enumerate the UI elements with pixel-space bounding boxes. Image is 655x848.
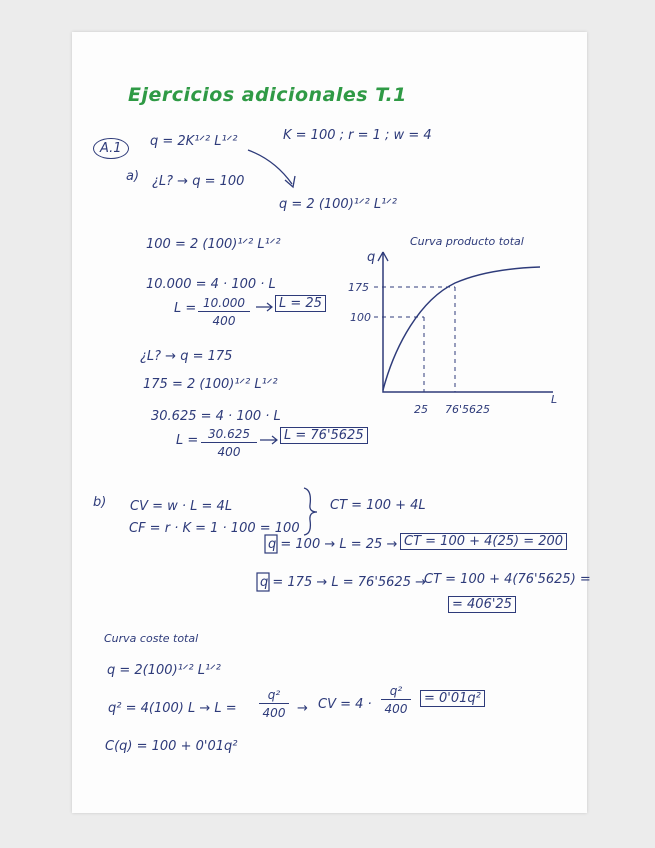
production-function: q = 2K¹ᐟ² L¹ᐟ²	[150, 134, 238, 149]
total-product-curve	[383, 267, 540, 390]
brace	[304, 488, 317, 535]
step-5: 30.625 = 4 · 100 · L	[151, 409, 281, 424]
fixed-cost: CF = r · K = 1 · 100 = 100	[129, 521, 300, 536]
page-title: Ejercicios adicionales T.1	[128, 84, 407, 106]
result-l765625: L = 76'5625	[280, 427, 368, 444]
fraction-numerator: q²	[381, 684, 411, 700]
variable-cost: CV = w · L = 4L	[130, 499, 233, 514]
cost-function: C(q) = 100 + 0'01q²	[105, 739, 238, 754]
y-tick-175: 175	[348, 281, 369, 294]
fraction-denominator: 400	[217, 445, 241, 459]
case-2-result: = 406'25	[448, 596, 516, 613]
fraction-denominator: 400	[262, 706, 286, 720]
curved-arrow	[248, 150, 292, 184]
x-tick-25: 25	[414, 403, 428, 416]
step-4: 175 = 2 (100)¹ᐟ² L¹ᐟ²	[143, 377, 278, 392]
total-cost-expression: CT = 100 + 4L	[330, 498, 426, 513]
q-box-case-1	[265, 535, 277, 553]
question-q100: ¿L? → q = 100	[152, 174, 245, 189]
cost-line-2-result: = 0'01q²	[420, 690, 485, 707]
step-1: 100 = 2 (100)¹ᐟ² L¹ᐟ²	[146, 237, 281, 252]
part-a-label: a)	[126, 169, 140, 184]
cost-line-2-left: q² = 4(100) L → L =	[108, 701, 237, 716]
part-b-label: b)	[93, 495, 107, 510]
graph-x-label: L	[551, 393, 558, 406]
fraction-denominator: 400	[384, 702, 408, 716]
fraction-numerator: 10.000	[198, 296, 250, 312]
x-tick-765625: 76'5625	[445, 403, 491, 416]
substitution-line: q = 2 (100)¹ᐟ² L¹ᐟ²	[279, 197, 397, 212]
cost-line-1: q = 2(100)¹ᐟ² L¹ᐟ²	[107, 663, 221, 678]
case-2-left: q = 175 → L = 76'5625 →	[260, 575, 427, 590]
q-box-case-2	[257, 573, 269, 591]
arrow-to-result-1	[256, 303, 272, 311]
arrow-to-result-2	[260, 436, 277, 444]
question-q175: ¿L? → q = 175	[140, 349, 233, 364]
fraction-numerator: q²	[259, 688, 289, 704]
fraction-denominator: 400	[212, 314, 236, 328]
case-1-result: CT = 100 + 4(25) = 200	[400, 533, 567, 550]
step-2: 10.000 = 4 · 100 · L	[146, 277, 276, 292]
y-tick-100: 100	[350, 311, 371, 324]
cost-curve-title: Curva coste total	[104, 632, 199, 645]
product-curve-graph	[374, 252, 553, 392]
graph-y-label: q	[367, 250, 376, 265]
result-l25: L = 25	[275, 295, 326, 312]
parameters: K = 100 ; r = 1 ; w = 4	[283, 128, 432, 143]
cost-line-2-arrow: →	[297, 701, 308, 716]
case-2-right: CT = 100 + 4(76'5625) =	[424, 572, 591, 587]
case-1-left: q = 100 → L = 25 →	[268, 537, 398, 552]
exercise-label: A.1	[93, 138, 129, 159]
step-3-lhs: L =	[174, 301, 197, 316]
fraction-numerator: 30.625	[201, 427, 257, 443]
graph-axes	[383, 252, 553, 392]
graph-title: Curva producto total	[410, 235, 524, 248]
step-6-lhs: L =	[176, 433, 199, 448]
cost-line-2-cv: CV = 4 ·	[318, 697, 372, 712]
